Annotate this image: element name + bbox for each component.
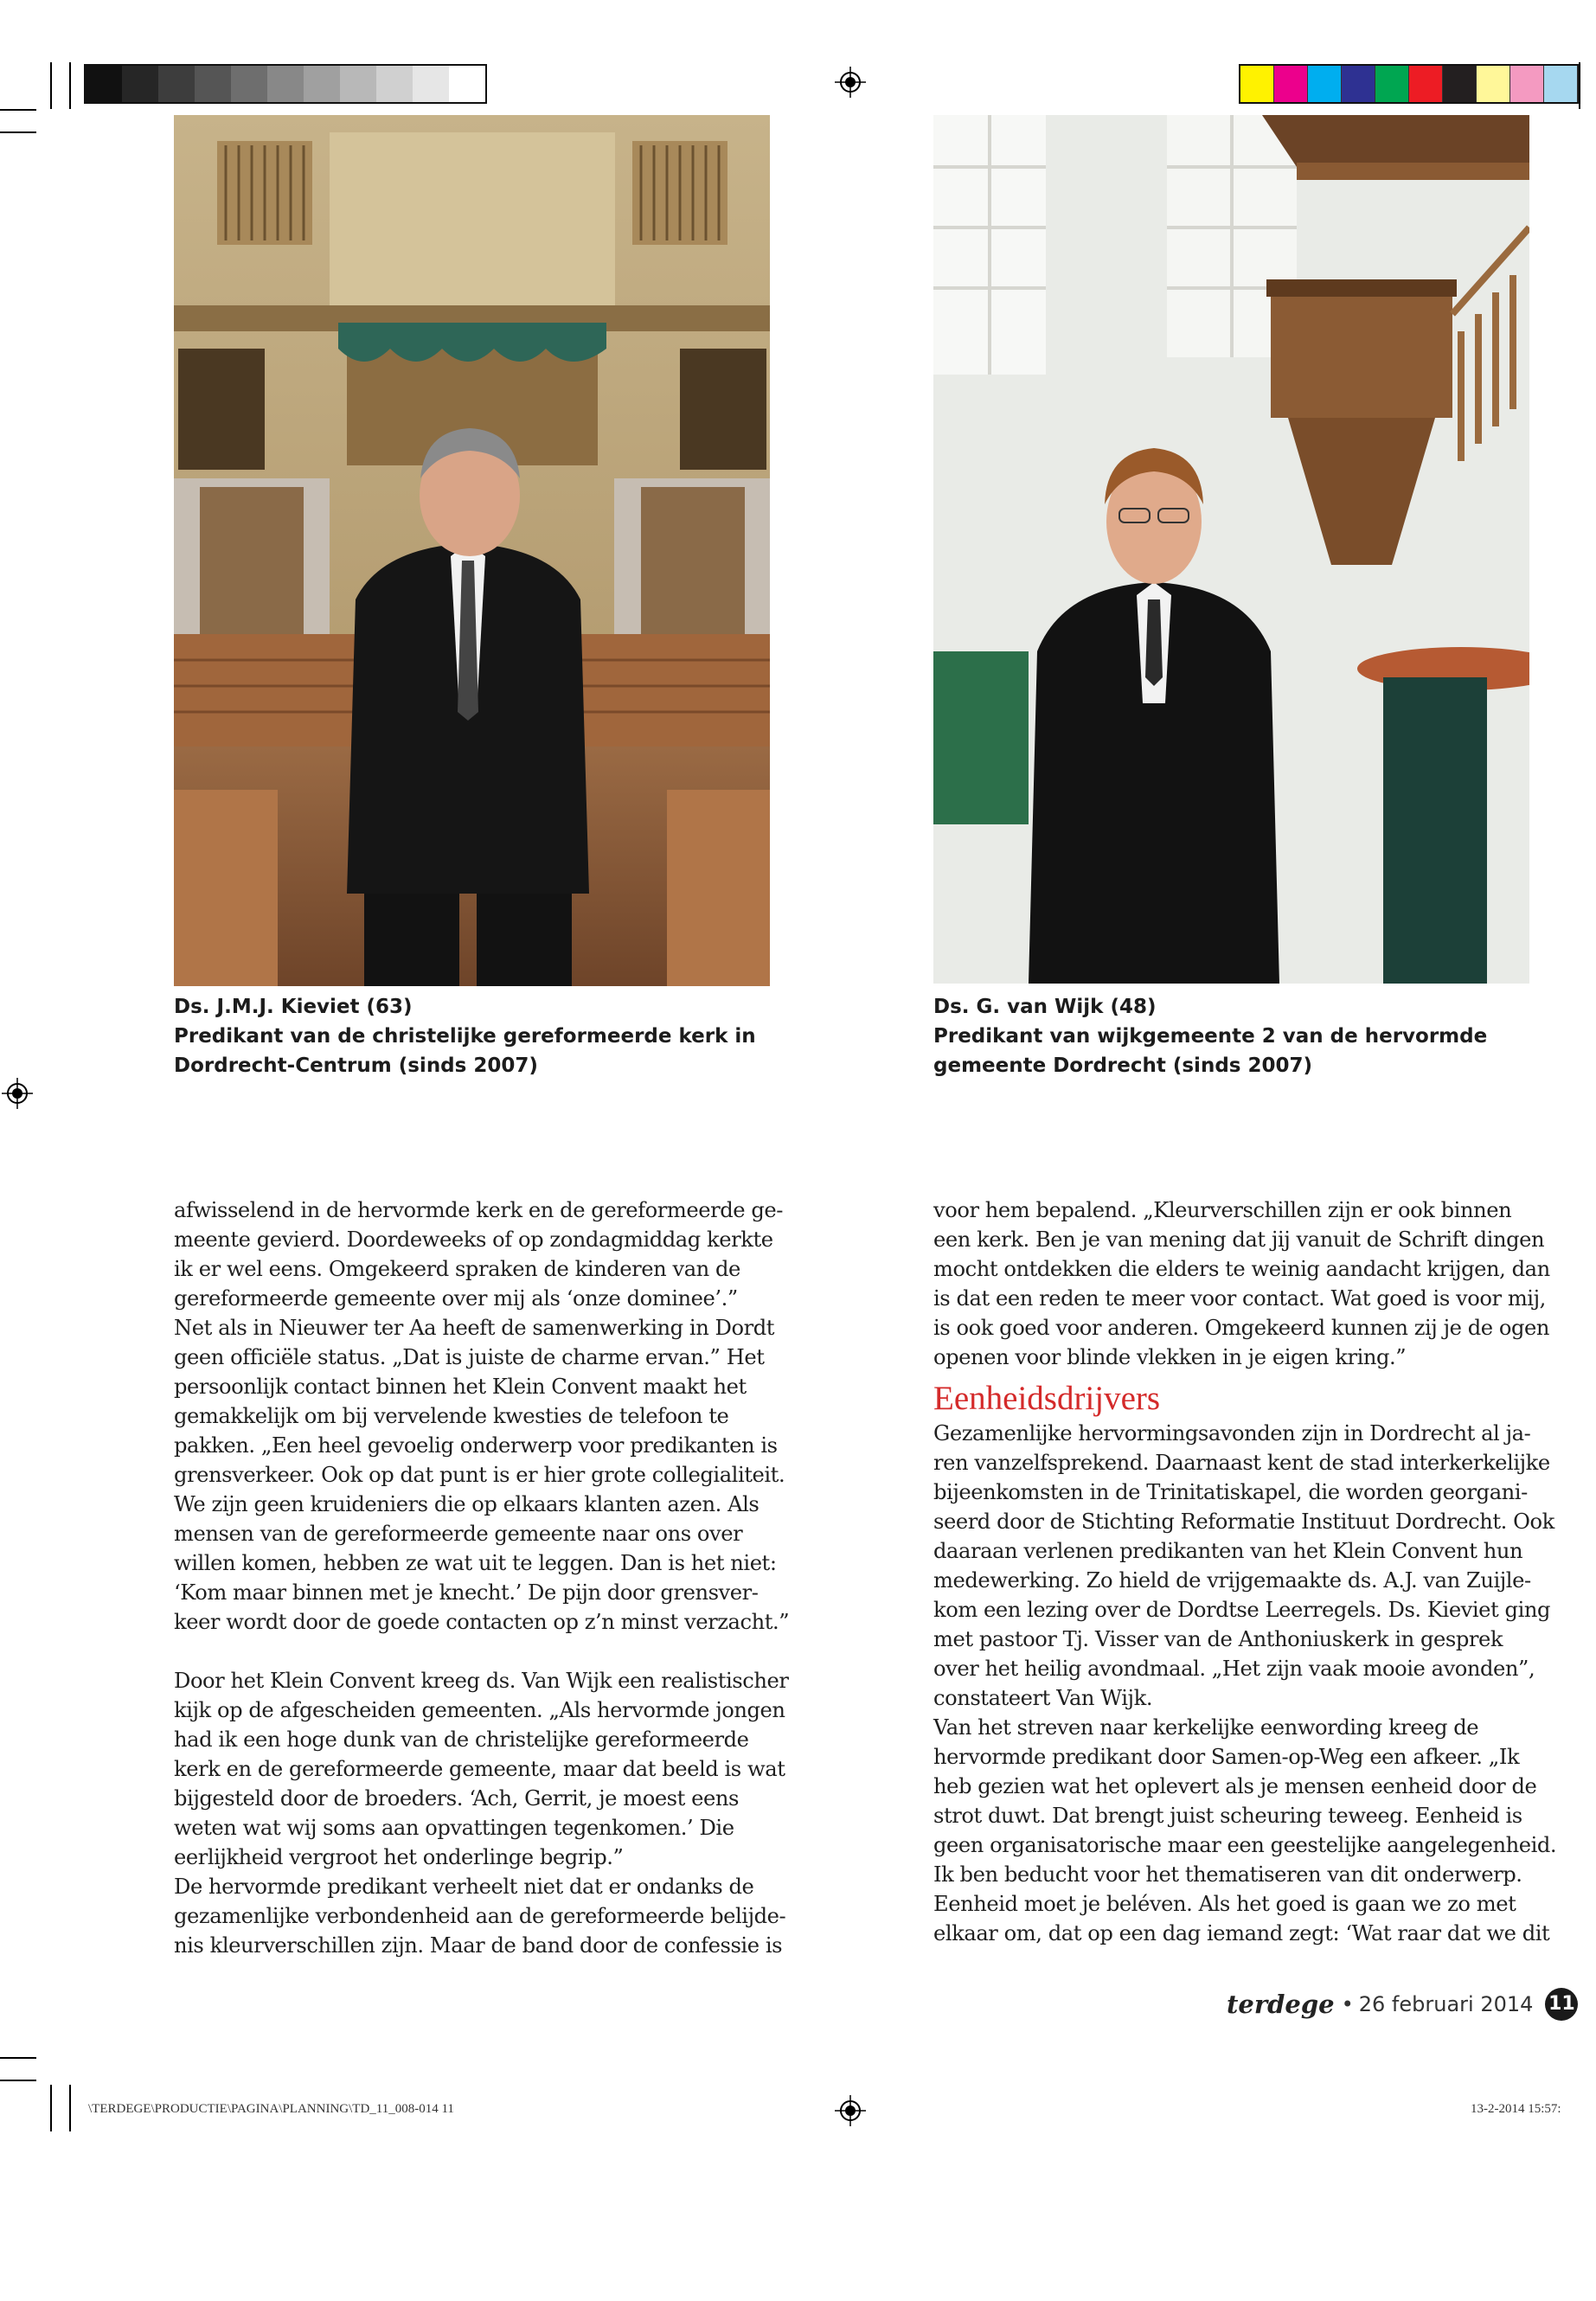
text-line: medewerking. Zo hield de vrijgemaakte ds. A.J. van Zuijle- bbox=[933, 1568, 1531, 1593]
text-line: Gezamenlijke hervormingsavonden zijn in Dordrecht al ja- bbox=[933, 1421, 1531, 1445]
paragraph bbox=[933, 1195, 1550, 1372]
paragraph bbox=[174, 1195, 790, 1637]
caption-line: Dordrecht-Centrum (sinds 2007) bbox=[174, 1054, 538, 1077]
issue-date: 26 februari 2014 bbox=[1358, 1992, 1534, 2016]
text-line: seerd door de Stichting Reformatie Instituut Dordrecht. Ook bbox=[933, 1509, 1554, 1534]
caption-line: Ds. J.M.J. Kieviet (63) bbox=[174, 996, 413, 1018]
photo-van-wijk bbox=[933, 115, 1529, 984]
text-line: geen organisatorische maar een geestelijke aangelegenheid. bbox=[933, 1833, 1557, 1857]
color-swatch bbox=[1342, 66, 1375, 102]
gray-swatch bbox=[231, 66, 267, 102]
gray-swatch bbox=[413, 66, 449, 102]
text-line: had ik een hoge dunk van de christelijke gereformeerde bbox=[174, 1727, 749, 1752]
text-line: elkaar om, dat op een dag iemand zegt: ‘Wat raar dat we dit bbox=[933, 1921, 1550, 1945]
color-swatch bbox=[1240, 66, 1274, 102]
caption-line: Predikant van wijkgemeente 2 van de hervormde bbox=[933, 1025, 1488, 1048]
gray-swatch bbox=[86, 66, 122, 102]
gray-swatch bbox=[158, 66, 195, 102]
production-slug-path: \TERDEGE\PRODUCTIE\PAGINA\PLANNING\TD_11_008-014 11 bbox=[88, 2102, 454, 2116]
text-line: ren vanzelfsprekend. Daarnaast kent de stad interkerkelijke bbox=[933, 1451, 1550, 1475]
magazine-logo: terdege bbox=[1227, 1990, 1335, 2019]
text-line: is dat een reden te meer voor contact. Wat goed is voor mij, bbox=[933, 1286, 1546, 1311]
text-line: meente gevierd. Doordeweeks of op zondagmiddag kerkte bbox=[174, 1227, 773, 1252]
text-line: kerk en de gereformeerde gemeente, maar dat beeld is wat bbox=[174, 1757, 785, 1781]
gray-swatch bbox=[267, 66, 304, 102]
text-line: nis kleurverschillen zijn. Maar de band door de confessie is bbox=[174, 1933, 783, 1958]
text-line: daaraan verlenen predikanten van het Klein Convent hun bbox=[933, 1539, 1523, 1563]
color-swatch bbox=[1375, 66, 1409, 102]
grayscale-calibration-bar bbox=[84, 64, 487, 104]
caption-kieviet bbox=[174, 992, 771, 1080]
paragraph bbox=[933, 1419, 1557, 1948]
color-swatch bbox=[1274, 66, 1308, 102]
article-column-right bbox=[933, 1195, 1557, 1948]
text-line: hervormde predikant door Samen-op-Weg een afkeer. „Ik bbox=[933, 1745, 1520, 1769]
text-line: De hervormde predikant verheelt niet dat er ondanks de bbox=[174, 1875, 754, 1899]
text-line: met pastoor Tj. Visser van de Anthoniuskerk in gesprek bbox=[933, 1627, 1503, 1651]
text-line: weten wat wij soms aan opvattingen tegenkomen.’ Die bbox=[174, 1816, 734, 1840]
caption-line: gemeente Dordrecht (sinds 2007) bbox=[933, 1054, 1312, 1077]
text-line: geen officiële status. „Dat is juiste de charme ervan.” Het bbox=[174, 1345, 765, 1369]
gray-swatch bbox=[340, 66, 376, 102]
text-line: kom een lezing over de Dordtse Leerregels. Ds. Kieviet ging bbox=[933, 1598, 1551, 1622]
text-line: Door het Klein Convent kreeg ds. Van Wijk een realistischer bbox=[174, 1669, 789, 1693]
text-line: keer wordt door de goede contacten op z’n minst verzacht.” bbox=[174, 1610, 790, 1634]
text-line: mocht ontdekken die elders te weinig aandacht krijgen, dan bbox=[933, 1257, 1550, 1281]
text-line: openen voor blinde vlekken in je eigen kring.” bbox=[933, 1345, 1407, 1369]
gray-swatch bbox=[195, 66, 231, 102]
gray-swatch bbox=[449, 66, 485, 102]
photo-kieviet bbox=[174, 115, 770, 986]
text-line: heb gezien wat het oplevert als je mensen eenheid door de bbox=[933, 1774, 1537, 1798]
text-line: voor hem bepalend. „Kleurverschillen zijn er ook binnen bbox=[933, 1198, 1512, 1222]
text-line: willen komen, hebben ze wat uit te leggen. Dan is het niet: bbox=[174, 1551, 777, 1575]
text-line: We zijn geen kruideniers die op elkaars klanten azen. Als bbox=[174, 1492, 760, 1516]
page-footer bbox=[1227, 1988, 1578, 2021]
caption-line: Ds. G. van Wijk (48) bbox=[933, 996, 1157, 1018]
production-slug-timestamp: 13-2-2014 15:57: bbox=[1471, 2102, 1561, 2116]
color-swatch bbox=[1544, 66, 1578, 102]
text-line: ik er wel eens. Omgekeerd spraken de kinderen van de bbox=[174, 1257, 740, 1281]
footer-bullet: • bbox=[1341, 1992, 1354, 2016]
article-column-left bbox=[174, 1195, 790, 1960]
color-calibration-bar bbox=[1239, 64, 1580, 104]
color-swatch bbox=[1409, 66, 1443, 102]
text-line: over het heilig avondmaal. „Het zijn vaak mooie avonden”, bbox=[933, 1657, 1535, 1681]
text-line: grensverkeer. Ook op dat punt is er hier grote collegialiteit. bbox=[174, 1463, 785, 1487]
text-line: mensen van de gereformeerde gemeente naar ons over bbox=[174, 1522, 743, 1546]
paragraph bbox=[174, 1666, 789, 1960]
text-line: bijgesteld door de broeders. ‘Ach, Gerrit, je moest eens bbox=[174, 1786, 739, 1811]
text-line: ‘Kom maar binnen met je knecht.’ De pijn door grensver- bbox=[174, 1580, 759, 1605]
text-line: Eenheid moet je beléven. Als het goed is gaan we zo met bbox=[933, 1892, 1516, 1916]
text-line: bijeenkomsten in de Trinitatiskapel, die worden georgani- bbox=[933, 1480, 1528, 1504]
text-line: eerlijkheid vergroot het onderlinge begrip.” bbox=[174, 1845, 624, 1869]
text-line: pakken. „Een heel gevoelig onderwerp voor predikanten is bbox=[174, 1433, 778, 1458]
text-line: Ik ben beducht voor het thematiseren van dit onderwerp. bbox=[933, 1862, 1522, 1887]
text-line: gezamenlijke verbondenheid aan de gereformeerde belijde- bbox=[174, 1904, 786, 1928]
text-line: een kerk. Ben je van mening dat jij vanuit de Schrift dingen bbox=[933, 1227, 1545, 1252]
section-heading: Eenheidsdrijvers bbox=[933, 1380, 1161, 1417]
color-swatch bbox=[1477, 66, 1510, 102]
registration-mark-icon bbox=[835, 2095, 866, 2126]
color-swatch bbox=[1443, 66, 1477, 102]
gray-swatch bbox=[376, 66, 413, 102]
gray-swatch bbox=[122, 66, 158, 102]
caption-line: Predikant van de christelijke gereformeerde kerk in bbox=[174, 1025, 756, 1048]
registration-mark-icon bbox=[2, 1078, 33, 1109]
text-line: persoonlijk contact binnen het Klein Convent maakt het bbox=[174, 1375, 747, 1399]
color-swatch bbox=[1308, 66, 1342, 102]
page-number: 11 bbox=[1545, 1988, 1578, 2021]
text-line: gereformeerde gemeente over mij als ‘onze dominee’.” bbox=[174, 1286, 738, 1311]
gray-swatch bbox=[304, 66, 340, 102]
text-line: afwisselend in de hervormde kerk en de gereformeerde ge- bbox=[174, 1198, 783, 1222]
text-line: kijk op de afgescheiden gemeenten. „Als hervormde jongen bbox=[174, 1698, 785, 1722]
color-swatch bbox=[1510, 66, 1544, 102]
text-line: Net als in Nieuwer ter Aa heeft de samenwerking in Dordt bbox=[174, 1316, 775, 1340]
text-line: strot duwt. Dat brengt juist scheuring teweeg. Eenheid is bbox=[933, 1804, 1522, 1828]
registration-mark-icon bbox=[835, 67, 866, 98]
text-line: gemakkelijk om bij vervelende kwesties de telefoon te bbox=[174, 1404, 729, 1428]
text-line: constateert Van Wijk. bbox=[933, 1686, 1153, 1710]
text-line: is ook goed voor anderen. Omgekeerd kunnen zij je de ogen bbox=[933, 1316, 1549, 1340]
caption-van-wijk bbox=[933, 992, 1530, 1080]
text-line: Van het streven naar kerkelijke eenwording kreeg de bbox=[933, 1715, 1479, 1740]
